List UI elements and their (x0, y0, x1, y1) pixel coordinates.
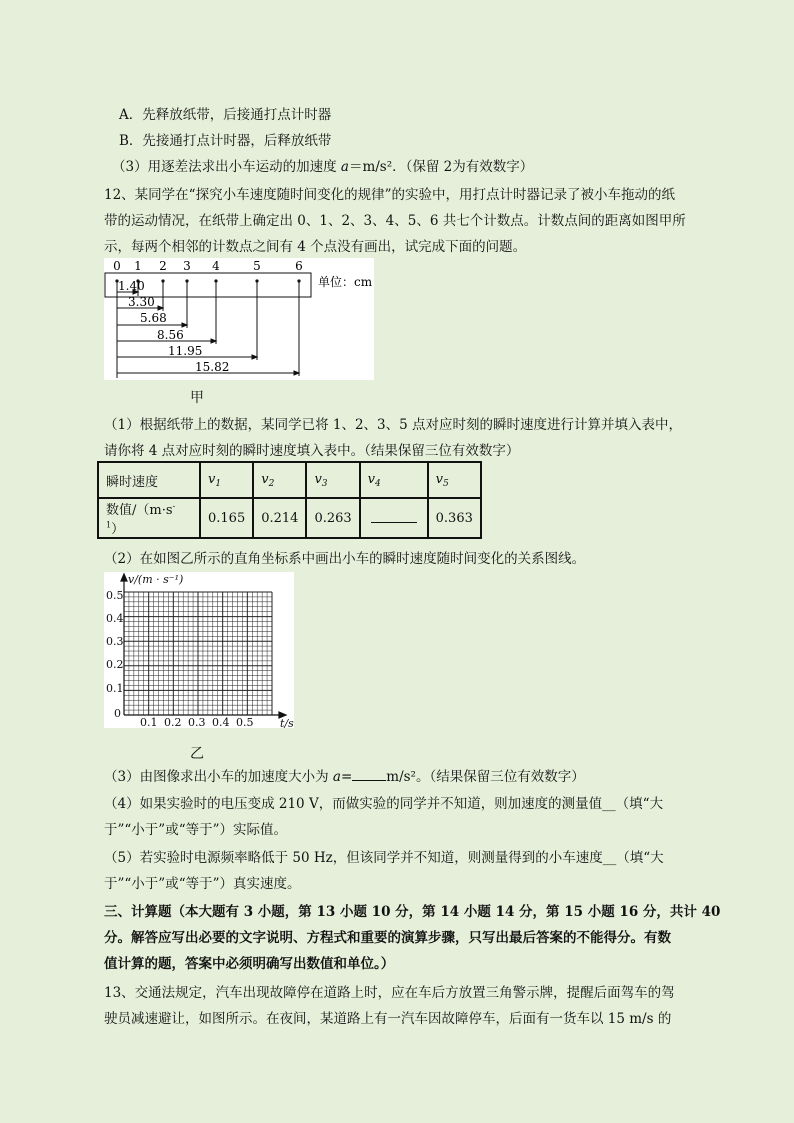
p4-line-1: （4）如果实验时的电压变成 210 V，而做实验的同学并不知道，则加速度的测量值__（填“大 (104, 796, 664, 812)
q12-line-1: 12、某同学在“探究小车速度随时间变化的规律”的实验中，用打点计时器记录了被小车拖动的纸 (104, 187, 675, 203)
table-value-v4-blank[interactable] (360, 498, 428, 538)
table-header-v3: $v_3$ (306, 462, 359, 498)
q12-line-3: 示，每两个相邻的计数点之间有 4 个点没有画出，试完成下面的问题。 (104, 239, 527, 255)
distance-label-3: 5.68 (140, 311, 167, 325)
table-value-v3: 0.263 (306, 498, 359, 538)
p1-line-1: （1）根据纸带上的数据，某同学已将 1、2、3、5 点对应时刻的瞬时速度进行计算并填入表中， (104, 417, 683, 433)
table-header-v4: $v_4$ (360, 462, 428, 498)
p2-line: （2）在如图乙所示的直角坐标系中画出小车的瞬时速度随时间变化的关系图线。 (104, 551, 586, 567)
table-header-v1: $v_1$ (200, 462, 253, 498)
point-label-2: 2 (159, 259, 167, 273)
q13-line-2: 驶员减速避让，如图所示。在夜间，某道路上有一汽车因故障停车，后面有一货车以 15 m/s 的 (104, 1011, 672, 1027)
distance-label-2: 3.30 (128, 295, 155, 309)
table-header-v2: $v_2$ (253, 462, 306, 498)
table-header-label: 瞬时速度 (98, 462, 200, 498)
y-axis-arrow (121, 574, 127, 581)
q11-part3-pre: （3）用逐差法求出小车运动的加速度 (112, 159, 341, 175)
point-label-6: 6 (295, 259, 303, 273)
point-label-0: 0 (113, 259, 121, 273)
p5-line-1: （5）若实验时电源频率略低于 50 Hz，但该同学并不知道，则测量得到的小车速度__（填“大 (104, 850, 664, 866)
table-values-label: 数值$/(m\cdot s^{-1})$ (98, 498, 200, 538)
x-tick-0.4: 0.4 (212, 716, 230, 728)
x-tick-0.1: 0.1 (140, 716, 158, 728)
point-label-3: 3 (183, 259, 191, 273)
section3-line-1: 三、计算题（本大题有 3 小题，第 13 小题 10 分，第 14 小题 14 分，第 15 小题 16 分，共计 40 (104, 904, 721, 920)
table-value-v1: 0.165 (200, 498, 253, 538)
tape-caption: 甲 (190, 390, 204, 406)
y-tick-0.5: 0.5 (106, 589, 124, 602)
q13-line-1: 13、交通法规定，汽车出现故障停在道路上时，应在车后方放置三角警示牌，提醒后面驾车的驾 (104, 985, 675, 1001)
x-tick-0.5: 0.5 (236, 716, 254, 728)
y-axis-label: v/(m · s⁻¹) (128, 573, 184, 586)
p4-line-2: 于”“小于”或“等于”）实际值。 (104, 822, 288, 838)
acceleration-answer-blank[interactable] (352, 768, 386, 781)
distance-label-6: 15.82 (195, 360, 230, 374)
section3-line-3: 值计算的题，答案中必须明确写出数值和单位。） (104, 956, 395, 972)
distance-label-5: 11.95 (168, 344, 203, 358)
q11-part3-var: a (340, 159, 349, 175)
point-label-5: 5 (253, 259, 261, 273)
x-tick-0.3: 0.3 (188, 716, 206, 728)
distance-label-1: 1.40 (118, 279, 145, 293)
tape-unit: 单位：cm (318, 275, 373, 289)
v4-answer-blank[interactable] (371, 510, 417, 523)
p1-line-2: 请你将 4 点对应时刻的瞬时速度填入表中。（结果保留三位有效数字） (104, 443, 520, 459)
distance-label-4: 8.56 (157, 328, 184, 342)
graph-grid (104, 572, 294, 728)
x-axis-label: t/s (280, 717, 294, 728)
p3-line: （3）由图像求出小车的加速度大小为 a= m/s²。（结果保留三位有效数字） (104, 769, 585, 785)
y-tick-0.1: 0.1 (106, 682, 124, 695)
point-label-1: 1 (134, 259, 142, 273)
y-tick-0.2: 0.2 (106, 658, 124, 671)
y-tick-0.4: 0.4 (106, 612, 124, 625)
q11-part3-post: ＝m/s²．（保留 2为有效数字） (348, 159, 534, 175)
option-b: B．先接通打点计时器，后释放纸带 (119, 133, 332, 149)
table-row-header (98, 462, 481, 498)
table-value-v2: 0.214 (253, 498, 306, 538)
y-tick-0: 0 (114, 707, 121, 720)
table-row-values (98, 498, 481, 538)
table-value-v5: 0.363 (428, 498, 481, 538)
q11-part3 (112, 158, 533, 176)
tape-diagram (104, 258, 374, 380)
table-header-v5: $v_5$ (428, 462, 481, 498)
p5-line-2: 于”“小于”或“等于”）真实速度。 (104, 876, 301, 892)
section3-line-2: 分。解答应写出必要的文字说明、方程式和重要的演算步骤，只写出最后答案的不能得分。有数 (104, 930, 671, 946)
graph-figure (104, 572, 294, 728)
x-tick-0.2: 0.2 (164, 716, 182, 728)
graph-caption: 乙 (190, 746, 204, 762)
y-tick-0.3: 0.3 (106, 635, 124, 648)
option-a: A．先释放纸带，后接通打点计时器 (119, 107, 332, 123)
point-label-4: 4 (212, 259, 220, 273)
tape-figure (104, 258, 374, 380)
q12-line-2: 带的运动情况，在纸带上确定出 0、1、2、3、4、5、6 共七个计数点。计数点间的距离如图甲所 (104, 213, 686, 229)
velocity-table (97, 461, 482, 539)
